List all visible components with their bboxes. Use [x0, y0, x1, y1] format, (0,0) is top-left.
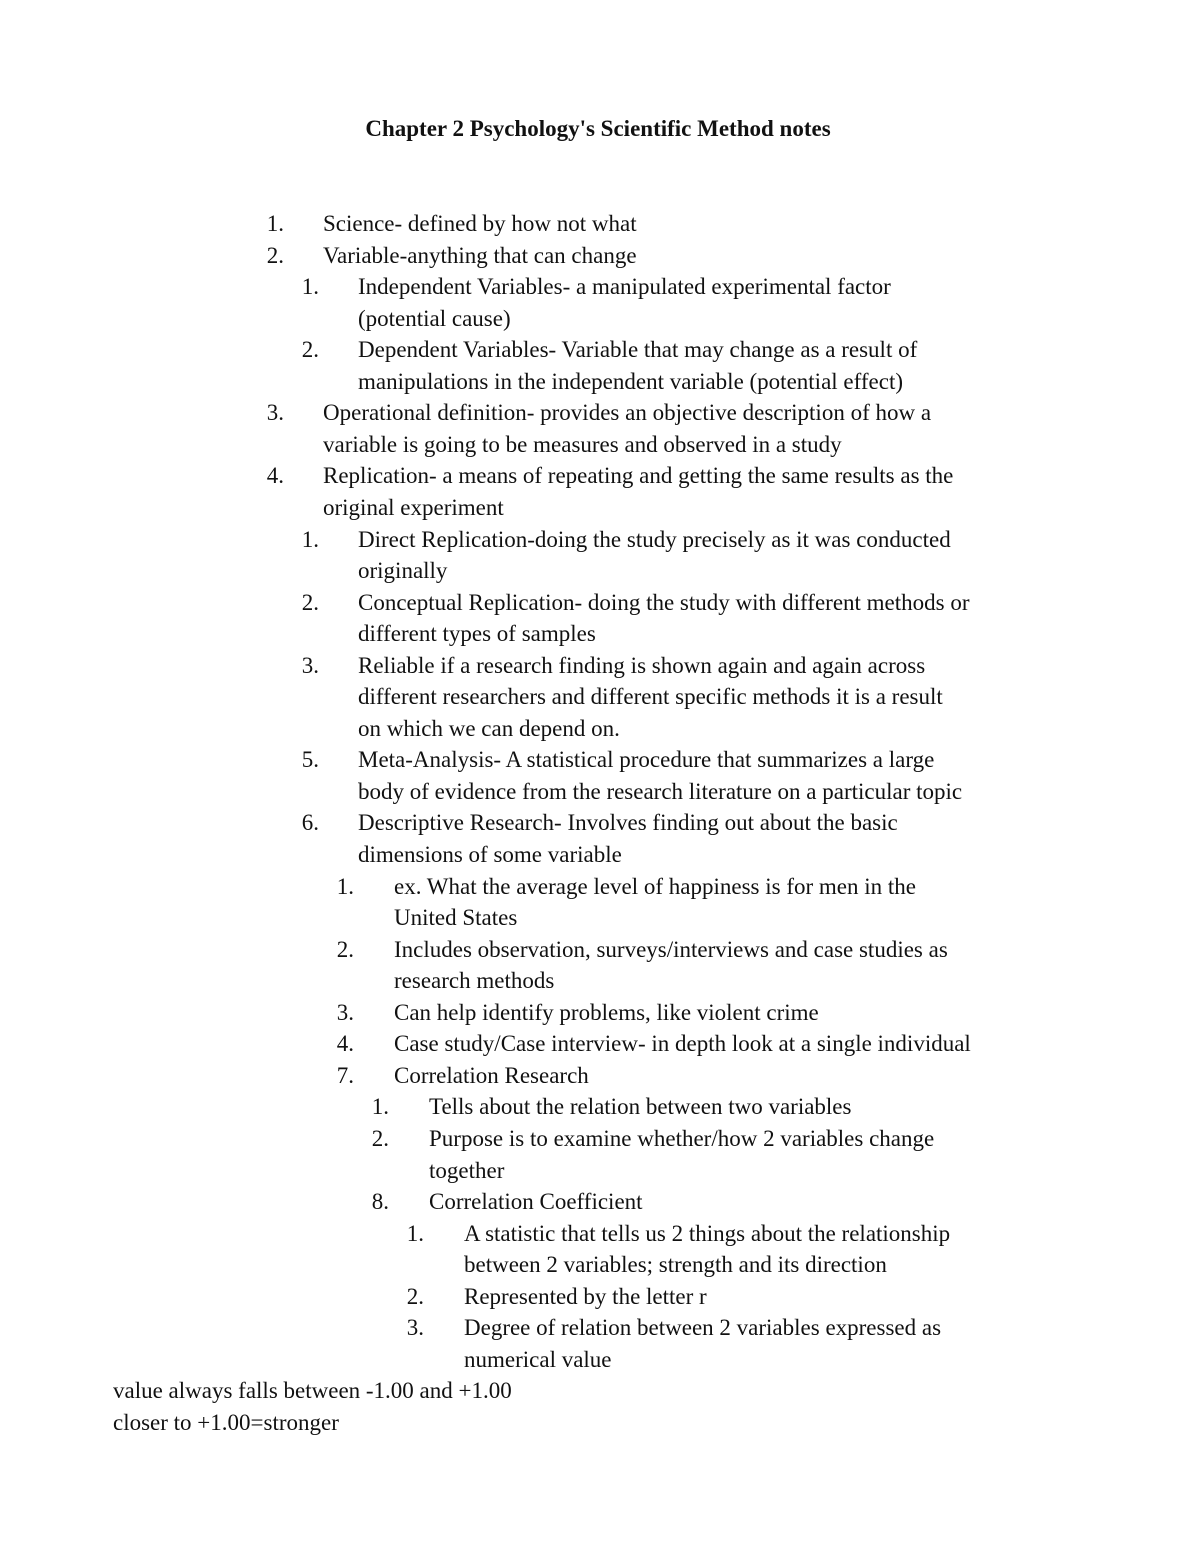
list-item-text: different types of samples	[358, 621, 596, 647]
list-item-text: Represented by the letter r	[464, 1283, 707, 1309]
list-marker: 2.	[371, 1125, 389, 1151]
list-item-text: Tells about the relation between two variables	[429, 1094, 852, 1120]
list-item-text: Can help identify problems, like violent crime	[394, 999, 819, 1025]
list-item-text: Includes observation, surveys/interviews and case studies as	[394, 936, 948, 962]
list-marker: 1.	[266, 211, 284, 236]
list-item-text: Meta-Analysis- A statistical procedure that summarizes a large	[358, 747, 935, 773]
list-marker: 1.	[301, 274, 319, 300]
list-marker: 2.	[301, 589, 319, 615]
list-marker: 1.	[406, 1220, 424, 1246]
list-item-text: A statistic that tells us 2 things about the relationship	[464, 1220, 951, 1246]
list-marker: 5.	[301, 747, 319, 773]
list-marker: 3.	[406, 1315, 424, 1341]
list-marker: 3.	[336, 999, 354, 1025]
list-item-text: Correlation Coefficient	[429, 1189, 643, 1215]
body-text-line: closer to +1.00=stronger	[113, 1409, 339, 1435]
list-item-text: Case study/Case interview- in depth look at a single individual	[394, 1031, 971, 1057]
list-marker: 2.	[266, 242, 284, 268]
list-item-text: research methods	[394, 968, 555, 994]
list-item-text: numerical value	[464, 1346, 612, 1372]
list-marker: 1.	[336, 873, 354, 899]
list-item-text: Correlation Research	[394, 1062, 589, 1088]
list-item-text: Degree of relation between 2 variables expressed as	[464, 1315, 942, 1341]
list-item-text: Direct Replication-doing the study precisely as it was conducted	[358, 526, 951, 552]
list-marker: 3.	[266, 400, 284, 426]
list-marker: 1.	[301, 526, 319, 552]
list-item-text: Operational definition- provides an objective description of how a	[323, 400, 932, 426]
list-marker: 2.	[336, 936, 354, 962]
list-item-text: (potential cause)	[358, 305, 511, 331]
list-item-text: Variable-anything that can change	[323, 242, 637, 268]
list-item-text: Replication- a means of repeating and getting the same results as the	[323, 463, 954, 489]
list-item-text: Science- defined by how not what	[323, 211, 637, 236]
page-title: Chapter 2 Psychology's Scientific Method notes	[365, 116, 831, 141]
list-item-text: Conceptual Replication- doing the study with different methods or	[358, 589, 970, 615]
list-marker: 1.	[371, 1094, 389, 1120]
list-item-text: between 2 variables; strength and its direction	[464, 1252, 887, 1278]
list-marker: 4.	[336, 1031, 354, 1057]
list-item-text: on which we can depend on.	[358, 715, 620, 741]
list-item-text: together	[429, 1157, 505, 1183]
list-marker: 4.	[266, 463, 284, 489]
list-item-text: United States	[394, 905, 518, 931]
list-marker: 3.	[301, 652, 319, 678]
list-item-text: ex. What the average level of happiness is for men in the	[394, 873, 917, 899]
list-item-text: Independent Variables- a manipulated experimental factor	[358, 274, 891, 300]
list-item-text: Reliable if a research finding is shown again and again across	[358, 652, 926, 678]
list-item-text: body of evidence from the research literature on a particular topic	[358, 778, 963, 804]
list-marker: 6.	[301, 810, 319, 836]
list-marker: 8.	[371, 1189, 389, 1215]
list-item-text: different researchers and different specific methods it is a result	[358, 684, 943, 710]
list-item-text: Purpose is to examine whether/how 2 variables change	[429, 1125, 935, 1151]
list-item-text: variable is going to be measures and observed in a study	[323, 431, 842, 457]
list-marker: 7.	[336, 1062, 354, 1088]
body-text-line: value always falls between -1.00 and +1.00	[113, 1378, 512, 1404]
list-item-text: dimensions of some variable	[358, 842, 622, 867]
list-item-text: Descriptive Research- Involves finding out about the basic	[358, 810, 898, 836]
list-marker: 2.	[406, 1283, 424, 1309]
list-item-text: originally	[358, 558, 448, 584]
list-item-text: manipulations in the independent variable (potential effect)	[358, 368, 903, 394]
list-item-text: original experiment	[323, 494, 504, 520]
list-item-text: Dependent Variables- Variable that may change as a result of	[358, 337, 918, 363]
list-marker: 2.	[301, 337, 319, 363]
